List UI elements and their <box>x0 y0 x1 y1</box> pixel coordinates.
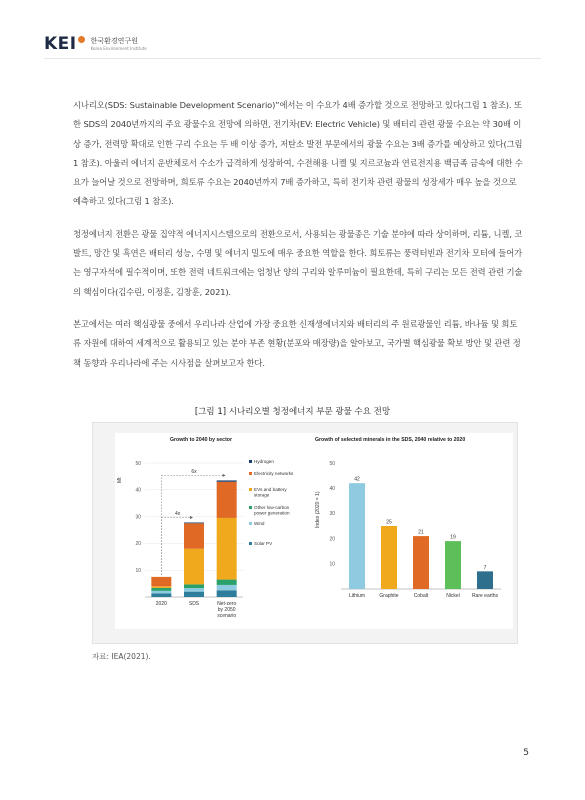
chart1-legend-swatch <box>249 506 252 509</box>
chart1-bar-segment <box>184 549 204 585</box>
chart2-value-label: 7 <box>483 564 487 571</box>
chart1-ytick-label: 30 <box>135 514 141 521</box>
chart1-bar-segment <box>217 482 237 518</box>
page-number: 5 <box>523 748 529 758</box>
chart1-ytick-label: 40 <box>135 487 141 494</box>
chart1-bar-segment <box>151 591 171 594</box>
chart1-bar-segment <box>184 522 204 523</box>
chart1-legend-label: Other low-carbon power generation <box>254 505 290 516</box>
charts-svg <box>115 433 513 629</box>
header-divider <box>44 58 541 59</box>
chart2-ylabel: Index (2020 = 1) <box>315 491 321 528</box>
chart2-ytick-label: 10 <box>329 561 335 568</box>
chart1-bar-segment <box>217 585 237 590</box>
chart1-bar-segment <box>151 586 171 588</box>
chart1-ytick-label: 10 <box>135 568 141 574</box>
report-header <box>44 33 147 55</box>
chart2-ytick-label: 20 <box>329 536 335 543</box>
chart2-value-label: 42 <box>354 476 360 483</box>
chart2-bar <box>381 526 397 589</box>
chart1-legend-label: Wind <box>254 521 265 526</box>
chart1-bar-segment <box>217 580 237 585</box>
chart1-legend-label: Electricity networks <box>254 471 294 476</box>
chart2-value-label: 19 <box>450 534 456 541</box>
chart2-bar <box>445 541 461 589</box>
figure-caption: [그림 1] 시나리오별 청정에너지 부문 광물 수요 전망 <box>194 407 391 417</box>
chart1-bar-segment <box>217 518 237 580</box>
chart2-value-label: 25 <box>386 519 392 526</box>
paragraph-2: 청정에너지 전환은 광물 집약적 에너지시스템으로의 전환으로서, 사용되는 광물종은 기술 분야에 따라 상이하며, 리튬, 니켈, 코발트, 망간 및 흑연은 배터리 성능, 수명 및 에너지 밀도에 매우 중요한 역할을 한다. 희토류는 풍력터빈과 전기차 모터에 들어가는 영구자석에 필수적이며, 또한 전력 네트워크에는 엄청난 양의 구리와 알루미늄이 필요한데, 특히 구리는 모든 전력 관련 기술의 핵심이다(김수린, 이정훈, 김창훈, 2021). <box>73 228 523 297</box>
chart1-legend-swatch <box>249 472 252 475</box>
chart2-ytick-label: 30 <box>329 511 335 518</box>
chart1-bar-segment <box>184 584 204 588</box>
chart2-category-label: Rare earths <box>471 593 499 599</box>
chart1-bar-segment <box>151 588 171 591</box>
chart2-bar <box>349 483 365 589</box>
chart2-ytick-label: 50 <box>329 460 335 467</box>
chart2-ytick-label: 40 <box>329 486 335 492</box>
figure-frame <box>92 422 518 644</box>
chart1-annotation-label: 4x <box>175 510 181 517</box>
chart1-legend-label: Solar PV <box>254 541 273 546</box>
chart1-annotation-label: 6x <box>191 468 197 475</box>
chart2-category-label: Cobalt <box>413 593 429 599</box>
chart1-legend-label: Hydrogen <box>254 459 274 464</box>
chart1-bar-segment <box>184 592 204 597</box>
chart1-category-label: SDS <box>188 601 200 607</box>
chart2-value-label: 21 <box>418 529 424 536</box>
chart1-bar-segment <box>184 588 204 591</box>
chart1-ytick-label: 20 <box>135 541 141 548</box>
figure-source: 자료: IEA(2021). <box>92 652 151 661</box>
paragraph-3: 본고에서는 여러 핵심광물 중에서 우리나라 산업에 가장 중요한 신재생에너지와 배터리의 주 원료광물인 리튬, 바나듐 및 희토류 자원에 대하여 세계적으로 활용되고 있는 분야 부존 현황(분포와 매장량)을 알아보고, 국가별 핵심광물 확보 방안 및 관련 정책 동향과 우리나라에 주는 시사점을 살펴보고자 한다. <box>73 318 521 368</box>
chart1-legend-swatch <box>249 460 252 463</box>
chart1-annotation-arrow <box>223 474 226 477</box>
org-name-english: Korea Environment Institute <box>90 45 147 51</box>
org-name <box>91 38 147 51</box>
chart1-title: Growth to 2040 by sector <box>170 437 232 443</box>
chart2-bar <box>413 536 429 589</box>
chart1-bar-segment <box>217 590 237 597</box>
body-text <box>73 96 523 386</box>
chart1-legend-label: EVs and battery storage <box>254 487 287 498</box>
chart1-legend-swatch <box>249 522 252 525</box>
chart1-ytick-label: 50 <box>135 460 141 467</box>
kei-logo: KEI <box>44 34 77 54</box>
chart1-bar-segment <box>151 577 171 586</box>
chart1-category-label: 2020 <box>155 601 167 607</box>
chart2-category-label: Lithium <box>348 593 366 599</box>
org-name-korean: 한국환경연구원 <box>90 36 138 45</box>
chart2-category-label: Graphite <box>379 593 399 599</box>
logo-dot-icon <box>78 36 85 43</box>
chart2-category-label: Nickel <box>446 593 460 599</box>
figure-image <box>115 433 513 629</box>
chart1-bar-segment <box>151 594 171 597</box>
paragraph-1: 시나리오(SDS: Sustainable Development Scenario)”에서는 이 수요가 4배 증가할 것으로 전망하고 있다(그림 1 참조). 또한 SDS의 2040년까지의 주요 광물수요 전망에 의하면, 전기차(EV: Electric Vehicle) 및 배터리 관련 광물 수요는 약 30배 이상 증가, 전력망 확대로 인한 구리 수요는 두 배 이상 증가, 저탄소 발전 부문에서의 광물 수요는 3배 증가를 예상하고 있다(그림 1 참조). 아울러 에너지 운반체로서 수소가 급격하게 성장하여, 수전해용 니켈 및 지르코늄과 연료전지용 백금족 금속에 대한 수요가 늘어날 것으로 전망하며, 희토류 수요는 2040년까지 7배 증가하고, 특히 전기차 관련 광물의 성장세가 매우 높을 것으로 예측하고 있다(그림 1 참조). <box>73 100 523 207</box>
chart2-title: Growth of selected minerals in the SDS, 2040 relative to 2020 <box>315 437 466 443</box>
chart1-bar-segment <box>217 480 237 481</box>
chart1-ylabel: Mt <box>117 477 123 483</box>
chart2-bar <box>477 571 493 589</box>
chart1-bar-segment <box>184 523 204 548</box>
chart1-legend-swatch <box>249 542 252 545</box>
chart1-legend-swatch <box>249 488 252 491</box>
chart1-category-label: Net-zero by 2050 scenario <box>217 601 237 619</box>
